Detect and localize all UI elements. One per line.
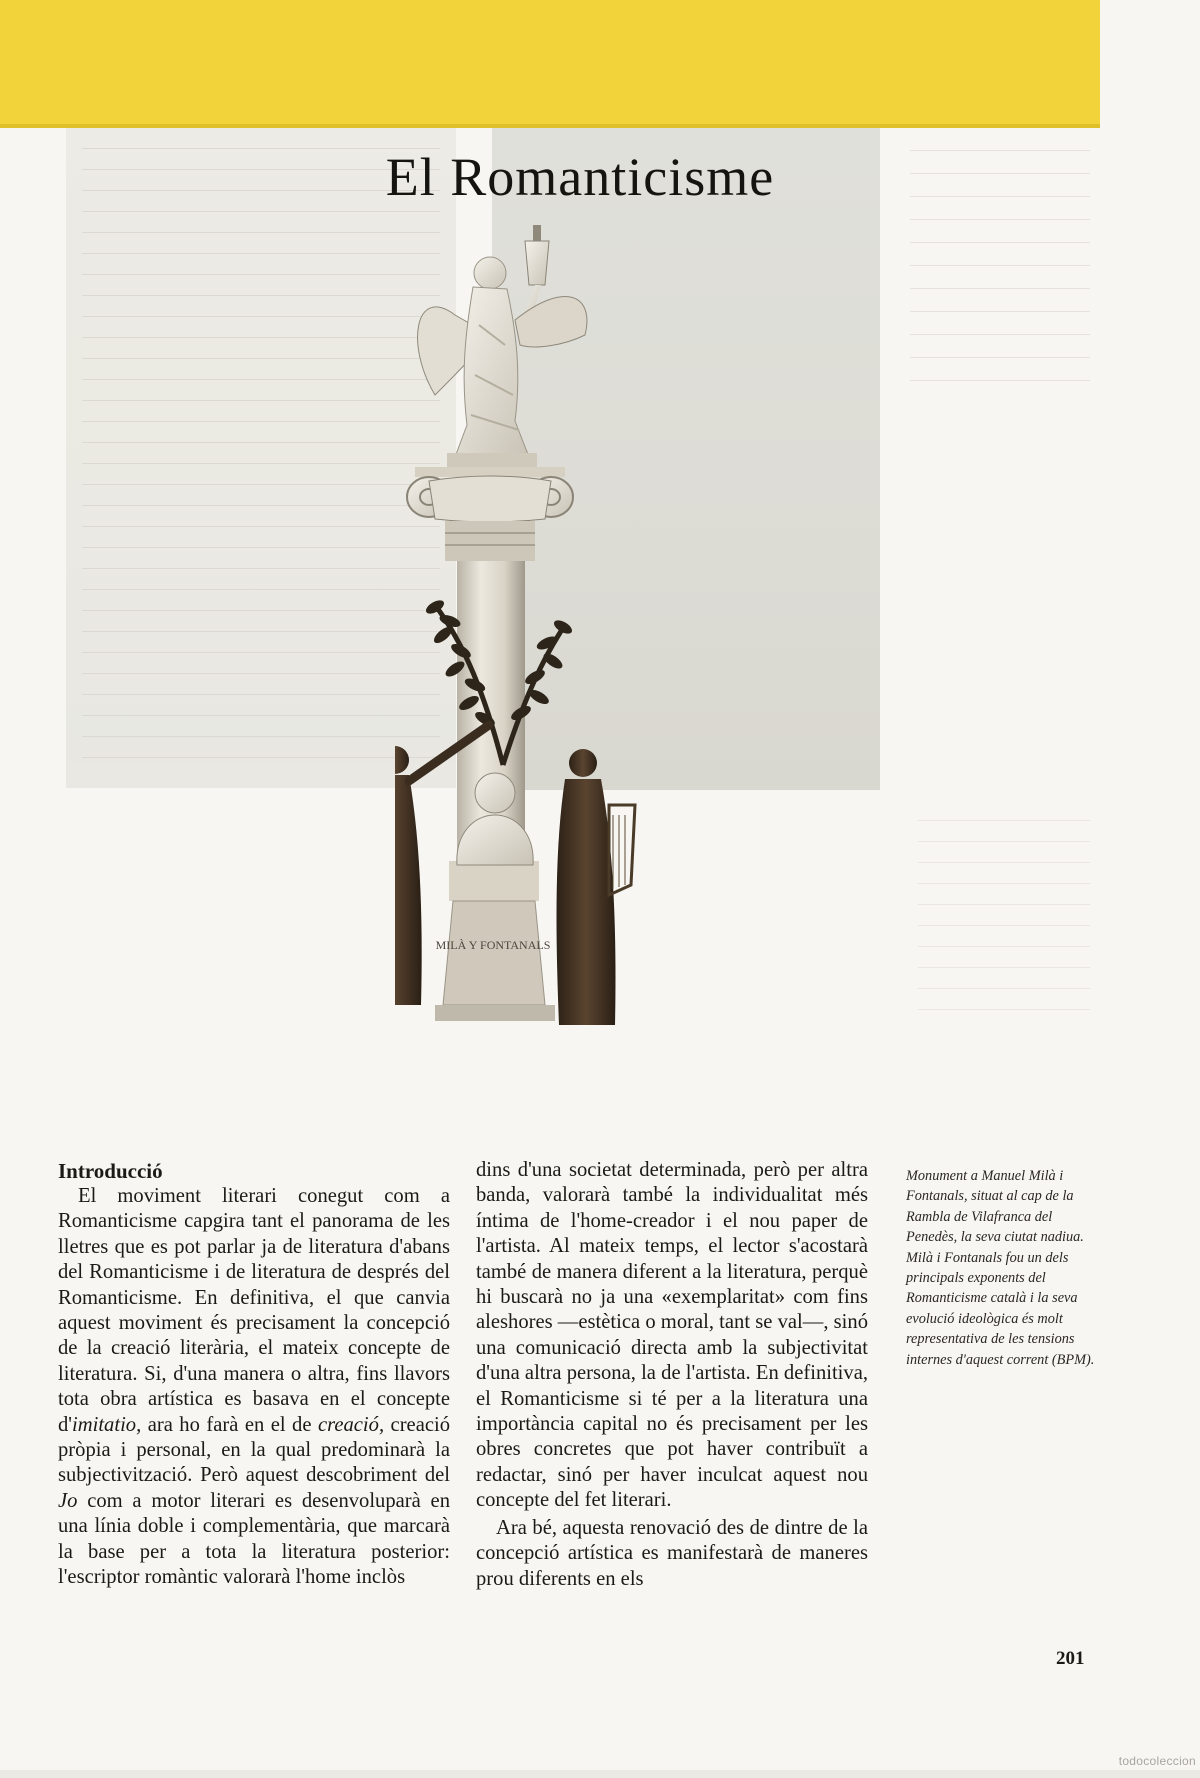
header-color-band <box>0 0 1100 128</box>
section-heading: Introducció <box>58 1159 163 1183</box>
paragraph-text: El moviment literari conegut com a Romanticisme capgira tant el panorama de les lletres que es pot parlar ja de literatura d'abans del Romanticisme i de literatura de després del Romanticisme. En definitiva, el que canvia aquest moviment és precisament la concepció de la creació literària, el mateix concepte de literatura. Si, d'una manera o altra, fins llavors tota obra artística es basava en el concepte d' <box>58 1185 450 1436</box>
paragraph: Ara bé, aquesta renovació des de dintre de la concepció artística es manifestarà de maneres prou diferents en els <box>476 1516 868 1590</box>
bronze-figure-right <box>557 749 635 1025</box>
pedestal <box>435 861 555 1021</box>
monument-photo <box>395 225 755 1145</box>
column-capital <box>407 467 573 561</box>
watermark: todocoleccion <box>1118 1754 1196 1768</box>
angel-statue <box>418 225 587 467</box>
term-imitatio: imitatio, <box>72 1413 142 1436</box>
figure-caption: Monument a Manuel Milà i Fontanals, situat al cap de la Rambla de Vilafranca del Penedès, la seva ciutat nadiua. Milà i Fontanals fou un dels principals exponents del Romanticisme català i la seva evolució ideològica és molt representativa de les tensions internes d'aquest corrent (BPM). <box>906 1168 1095 1368</box>
bottom-edge <box>0 1770 1200 1778</box>
page-number: 201 <box>1056 1648 1085 1669</box>
bleed-through-caption-area <box>890 128 1100 428</box>
term-creacio: creació, <box>317 1413 385 1436</box>
bleed-through-caption-area-lower <box>900 800 1100 1080</box>
paragraph-text: ara ho farà en el de <box>141 1413 318 1436</box>
paragraph: dins d'una societat determinada, però per altra banda, valorarà també la individualitat més íntima de l'home-creador i el nou paper de l'artista. Al mateix temps, el lector s'acostarà també de manera diferent a la literatura, perquè hi buscarà no ja una «exemplaritat» com fins aleshores —estètica o moral, tant se val—, sinó una comunicació directa amb la subjectivitat d'una altra persona, la de l'artista. En definitiva, el Romanticisme si té per a la literatura una importància capital no és precisament per les obres concretes que pot haver contribuït a redactar, sinó per haver inculcat aquest nou concepte del fet literari. <box>476 1159 868 1512</box>
paragraph-text: creació pròpia i personal, en la qual predominarà la subjectivització. Però aquest descobriment del <box>58 1413 450 1487</box>
paragraph <box>58 1184 450 1591</box>
term-jo: Jo <box>58 1489 78 1512</box>
page-title: El Romanticisme <box>385 147 775 207</box>
paragraph-text: com a motor literari es desenvoluparà en una línia doble i complementària, que marcarà la base per a tota la literatura posterior: l'escriptor romàntic valorarà l'home inclòs <box>58 1489 450 1589</box>
pedestal-inscription: MILÀ Y FONTANALS <box>435 938 551 952</box>
article-column-left <box>58 1158 450 1591</box>
article-column-right <box>476 1158 868 1592</box>
